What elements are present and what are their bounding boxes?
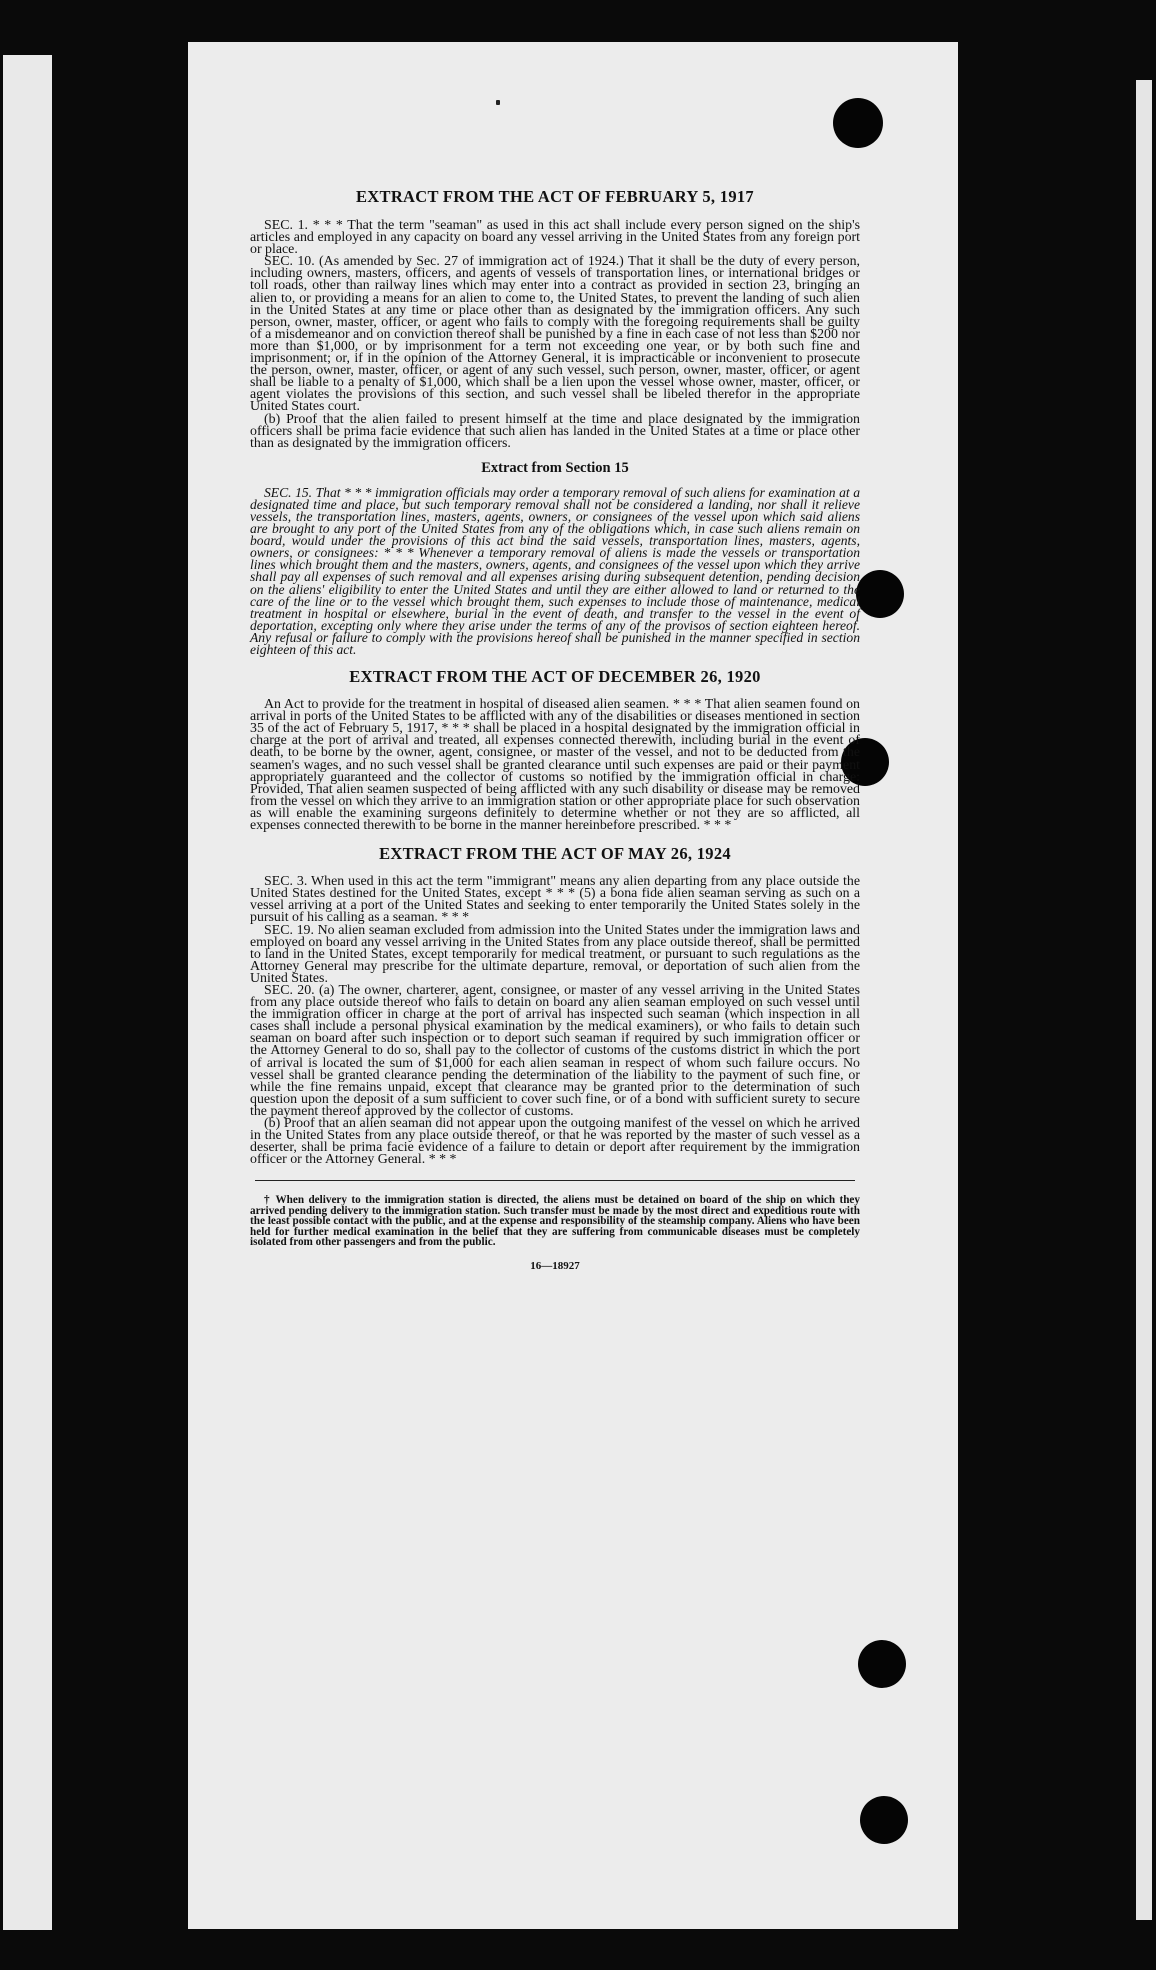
speck-mark	[496, 100, 500, 105]
document-body	[250, 187, 860, 1272]
paragraph: SEC. 20. (a) The owner, charterer, agent, consignee, or master of any vessel arriving in the United States from any place outside thereof who fails to detain on board any alien seaman employed on such vessel until the immigration officer in charge at the port of arrival has inspected such seaman (which inspection in all cases shall include a personal physical examination by the medical examiners), or who fails to detain such seaman on board after such inspection or to deport such seaman if required by such immigration officer or the Attorney General to do so, shall pay to the collector of customs of the customs district in which the port of arrival is located the sum of $1,000 for each alien seaman in respect of whom such failure occurs. No vessel shall be granted clearance pending the determination of the liability to the payment of such fine, or while the fine remains unpaid, except that clearance may be granted prior to the determination of such question upon the deposit of a sum sufficient to cover such fine, or of a bond with sufficient surety to secure the payment thereof approved by the collector of customs.	[250, 982, 860, 1119]
section-heading: EXTRACT FROM THE ACT OF FEBRUARY 5, 1917	[356, 187, 754, 206]
paragraph: SEC. 3. When used in this act the term "immigrant" means any alien departing from any place outside the United States destined for the United States, except * * * (5) a bona fide alien seaman serving as such on a vessel arriving at a port of the United States and seeking to enter temporarily the United States solely in the pursuit of his calling as a seaman. * * *	[250, 874, 860, 926]
section-subheading: Extract from Section 15	[481, 459, 629, 476]
paragraph: SEC. 10. (As amended by Sec. 27 of immigration act of 1924.) That it shall be the duty of every person, including owners, masters, officers, and agents of vessels of transportation lines, or international bridges or toll roads, other than railway lines which may enter into a contract as provided in section 23, bringing an alien to, or providing a means for an alien to come to, the United States, to prevent the landing of such alien in the United States at any time or place other than as designated by the immigration officers. Any such person, owner, master, officer, or agent who fails to comply with the foregoing requirements shall be guilty of a misdemeanor and on conviction thereof shall be punished by a fine in each case of not less than $200 nor more than $1,000, or by imprisonment for a term not exceeding one year, or by both such fine and imprisonment; or, if in the opinion of the Attorney General, it is impracticable or inconvenient to prosecute the person, owner, master, officer, or agent of any such vessel, such person, owner, master, officer, or agent shall be liable to a penalty of $1,000, which shall be a lien upon the vessel whose owner, master, officer, or agent violates the provisions of this section, and such vessel shall be libeled therefor in the appropriate United States court.	[250, 254, 860, 415]
punch-hole-4	[858, 1640, 906, 1688]
paragraph: (b) Proof that the alien failed to present himself at the time and place designated by the immigration officers shall be prima facie evidence that such alien has landed in the United States at a time or place other than as designated by the immigration officers.	[250, 411, 860, 451]
punch-hole-1	[833, 98, 883, 148]
left-film-strip	[3, 55, 52, 1930]
punch-hole-5	[860, 1796, 908, 1844]
right-film-strip	[1136, 80, 1152, 1920]
page-number: 16—18927	[530, 1259, 580, 1272]
footnote: † When delivery to the immigration station is directed, the aliens must be detained on board of the ship on which they arrived pending delivery to the immigration station. Such transfer must be made by the most direct and expeditious route with the least possible contact with the public, and at the expense and responsibility of the steamship company. Aliens who have been held for further medical examination in the belief that they are suffering from communicable diseases must be completely isolated from other passengers and from the public.	[250, 1194, 860, 1249]
punch-hole-2	[856, 570, 904, 618]
paragraph: SEC. 15. That * * * immigration officials may order a temporary removal of such aliens for examination at a designated time and place, but such temporary removal shall not be considered a landing, nor shall it relieve vessels, the transportation lines, masters, agents, owners, or consignees of the vessel upon which said aliens are brought to any port of the United States from any of the obligations which, in case such aliens remain on board, would under the provisions of this act bind the said vessels, transportation lines, masters, agents, owners, or consignees: * * * Whenever a temporary removal of aliens is made the vessels or transportation lines which brought them and the masters, owners, agents, and consignees of the vessel upon which they arrive shall pay all expenses of such removal and all expenses arising during subsequent detention, pending decision on the aliens' eligibility to enter the United States and until they are either allowed to land or returned to the care of the line or to the vessel which brought them, such expenses to include those of maintenance, medical treatment in hospital or elsewhere, burial in the event of death, and transfer to the vessel in the event of deportation, excepting only where they arise under the terms of any of the provisos of section eighteen hereof. Any refusal or failure to comply with the provisions hereof shall be punished in the manner specified in section eighteen of this act.	[250, 484, 860, 657]
paragraph: (b) Proof that an alien seaman did not appear upon the outgoing manifest of the vessel on which he arrived in the United States from any place outside thereof, or that he was reported by the master of such vessel as a deserter, shall be prima facie evidence of a failure to detain or deport after requirement by the immigration officer or the Attorney General. * * *	[250, 1116, 860, 1168]
section-heading: EXTRACT FROM THE ACT OF DECEMBER 26, 1920	[349, 667, 761, 687]
paragraph: SEC. 1. * * * That the term "seaman" as used in this act shall include every person signed on the ship's articles and employed in any capacity on board any vessel arriving in the United States from any foreign port or place.	[250, 218, 860, 258]
document-page	[188, 42, 958, 1929]
paragraph: An Act to provide for the treatment in hospital of diseased alien seamen. * * * That alien seamen found on arrival in ports of the United States to be afflicted with any of the disabilities or diseases mentioned in section 35 of the act of February 5, 1917, * * * shall be placed in a hospital designated by the immigration official in charge at the port of arrival and treated, all expenses connected therewith, including burial in the event of death, to be borne by the owner, agent, consignee, or master of the vessel, and not to be deducted from the seamen's wages, and no such vessel shall be granted clearance until such expenses are paid or their payment appropriately guaranteed and the collector of customs so notified by the immigration official in charge: Provided, That alien seamen suspected of being afflicted with any such disability or disease may be removed from the vessel on which they arrive to an immigration station or other appropriate place for such observation as will enable the examining surgeons definitely to determine whether or not they are so afflicted, all expenses connected therewith to be borne in the manner hereinbefore prescribed. * * *	[250, 697, 860, 834]
paragraph: SEC. 19. No alien seaman excluded from admission into the United States under the immigration laws and employed on board any vessel arriving in the United States from any place outside thereof, shall be permitted to land in the United States, except temporarily for medical treatment, or pursuant to such regulations as the Attorney General may prescribe for the ultimate departure, removal, or deportation of such alien from the United States.	[250, 922, 860, 986]
section-heading: EXTRACT FROM THE ACT OF MAY 26, 1924	[379, 844, 731, 864]
